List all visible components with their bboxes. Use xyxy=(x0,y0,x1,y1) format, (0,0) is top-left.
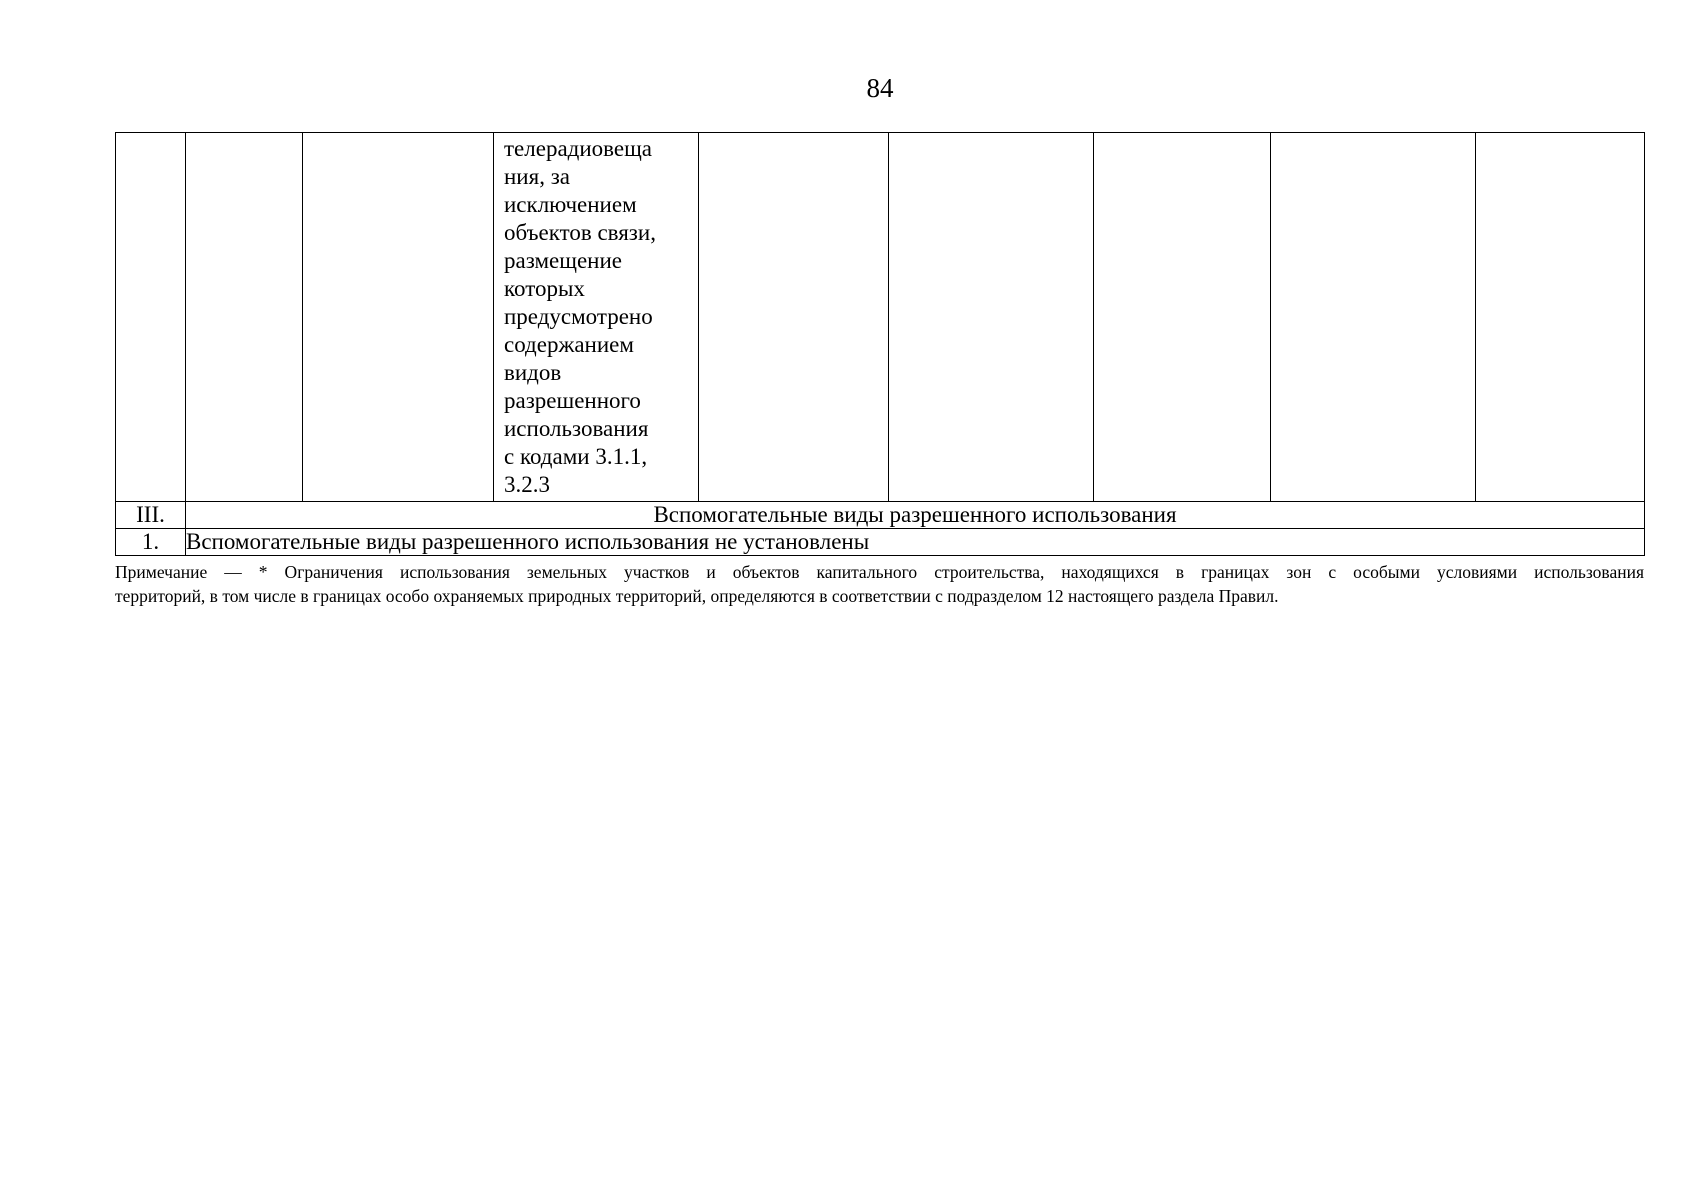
use-description-line: исключением xyxy=(504,192,637,217)
use-description-line: разрешенного xyxy=(504,388,641,413)
table-row-continuation xyxy=(116,133,1645,502)
section-number: III. xyxy=(116,502,186,529)
use-description-text xyxy=(494,133,698,501)
item-text: Вспомогательные виды разрешенного использования не установлены xyxy=(186,529,1645,556)
table-cell-empty xyxy=(116,133,186,502)
table-row-item xyxy=(116,529,1645,556)
table-cell-use-description xyxy=(494,133,699,502)
table-cell-empty xyxy=(889,133,1094,502)
use-description-line: размещение xyxy=(504,248,622,273)
footnote-line-1: Примечание — * Ограничения использования земельных участков и объектов капитального строительства, находящихся в границах зон с особыми условиями использования xyxy=(115,562,1644,582)
use-description-line: ния, за xyxy=(504,164,570,189)
table-row-section xyxy=(116,502,1645,529)
use-description-line: с кодами 3.1.1, xyxy=(504,444,648,469)
use-description-line: 3.2.3 xyxy=(504,472,550,497)
table-cell-empty xyxy=(1476,133,1645,502)
table-cell-empty xyxy=(186,133,303,502)
use-description-line: видов xyxy=(504,360,562,385)
use-description-line: телерадиовеща xyxy=(504,136,653,161)
footnote xyxy=(115,560,1644,608)
use-description-line: которых xyxy=(504,276,585,301)
land-use-table xyxy=(115,132,1645,556)
table-cell-empty xyxy=(303,133,494,502)
table-cell-empty xyxy=(1094,133,1271,502)
page-number: 84 xyxy=(866,73,894,103)
section-title: Вспомогательные виды разрешенного использования xyxy=(186,502,1645,529)
table-cell-empty xyxy=(1271,133,1476,502)
use-description-line: использования xyxy=(504,416,649,441)
item-number: 1. xyxy=(116,529,186,556)
use-description-line: предусмотрено xyxy=(504,304,653,329)
use-description-line: содержанием xyxy=(504,332,634,357)
footnote-line-2: территорий, в том числе в границах особо охраняемых природных территорий, определяются в соответствии с подразделом 12 настоящего раздела Правил. xyxy=(115,586,1279,606)
use-description-line: объектов связи, xyxy=(504,220,656,245)
table-cell-empty xyxy=(699,133,889,502)
